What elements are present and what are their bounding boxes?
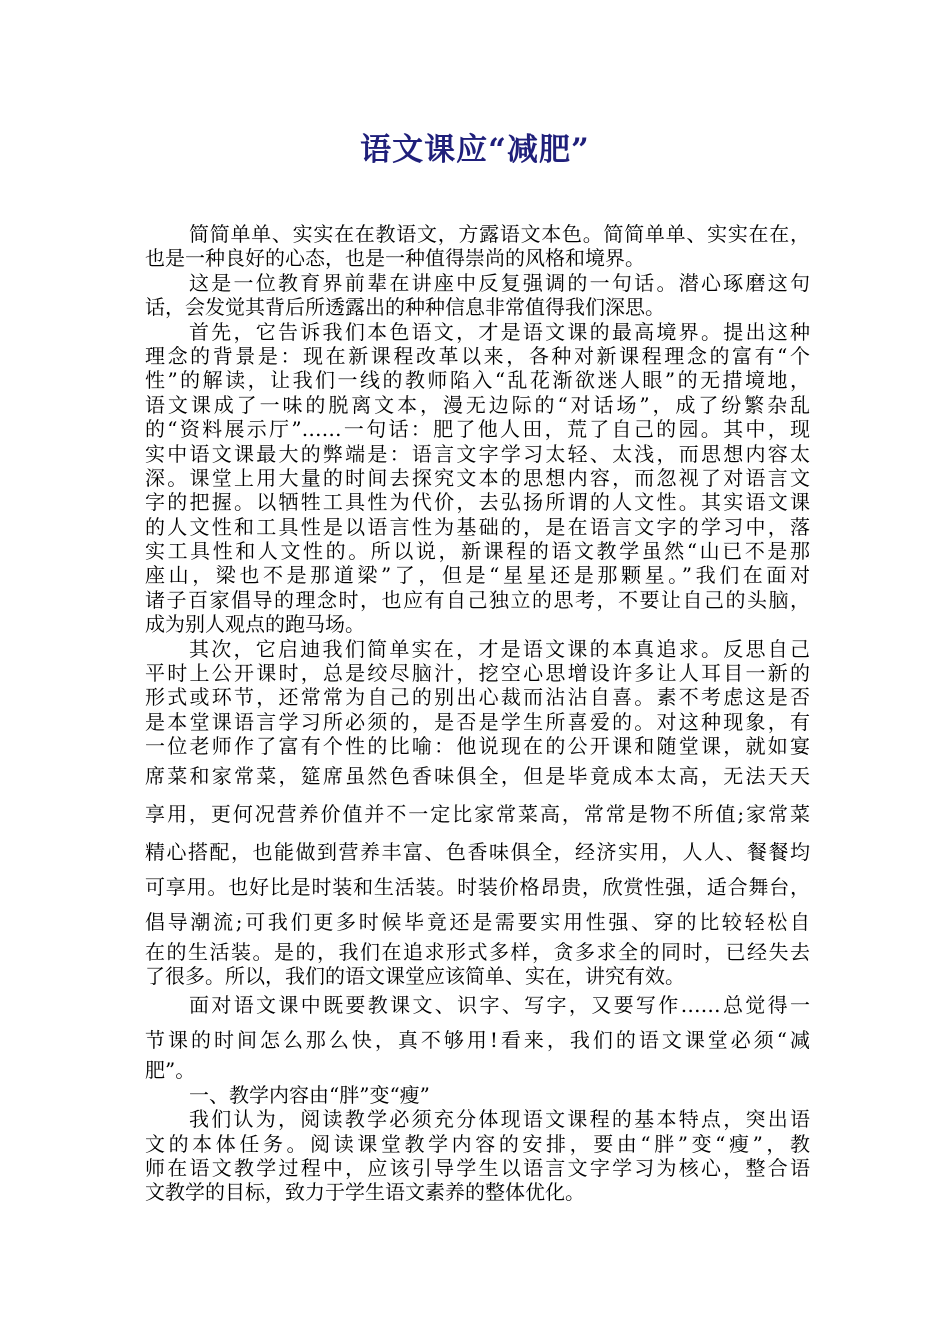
- text-line: 享用，更何况营养价值并不一定比家常菜高，常常是物不所值;家常菜: [145, 801, 810, 826]
- text-line: 在的生活装。是的，我们在追求形式多样，贪多求全的同时，已经失去: [145, 939, 810, 964]
- text-line: 一位老师作了富有个性的比喻：他说现在的公开课和随堂课，就如宴: [145, 734, 810, 759]
- text-line: 倡导潮流;可我们更多时候毕竟还是需要实用性强、穿的比较轻松自: [145, 909, 810, 934]
- text-line: 节课的时间怎么那么快，真不够用!看来，我们的语文课堂必须“减: [145, 1028, 810, 1053]
- text-line: 性”的解读，让我们一线的教师陷入“乱花渐欲迷人眼”的无措境地，: [145, 368, 810, 393]
- text-line: 其次，它启迪我们简单实在，才是语文课的本真追求。反思自己: [189, 636, 810, 661]
- text-line: 字的把握。以牺牲工具性为代价，去弘扬所谓的人文性。其实语文课: [145, 490, 810, 515]
- text-line: 面对语文课中既要教课文、识字、写字，又要写作……总觉得一: [189, 993, 810, 1018]
- document-body: [145, 222, 810, 1205]
- text-line: 文的本体任务。阅读课堂教学内容的安排，要由“胖”变“瘦”，教: [145, 1131, 810, 1156]
- text-line: 简简单单、实实在在教语文，方露语文本色。简简单单、实实在在，: [189, 222, 810, 246]
- text-line: 形式或环节，还常常为自己的别出心裁而沾沾自喜。素不考虑这是否: [145, 685, 810, 710]
- text-line: 也是一种良好的心态，也是一种值得崇尚的风格和境界。: [145, 246, 645, 271]
- text-line: 平时上公开课时，总是绞尽脑汁，挖空心思增设许多让人耳目一新的: [145, 661, 810, 686]
- text-line: 肥”。: [145, 1058, 196, 1083]
- text-line: 可享用。也好比是时装和生活装。时装价格昂贵，欣赏性强，适合舞台，: [145, 874, 810, 899]
- text-line: 文教学的目标，致力于学生语文素养的整体优化。: [145, 1180, 585, 1205]
- text-line: 座山，梁也不是那道梁”了，但是“星星还是那颗星。”我们在面对: [145, 563, 810, 588]
- text-line: 语文课成了一味的脱离文本，漫无边际的“对话场”，成了纷繁杂乱: [145, 392, 810, 417]
- document-title: 语文课应“减肥”: [360, 132, 590, 168]
- section-heading: 一、教学内容由“胖”变“瘦”: [189, 1082, 430, 1107]
- text-line: 的人文性和工具性是以语言性为基础的，是在语言文字的学习中，落: [145, 514, 810, 539]
- text-line: 这是一位教育界前辈在讲座中反复强调的一句话。潜心琢磨这句: [189, 270, 810, 295]
- text-line: 成为别人观点的跑马场。: [145, 612, 365, 637]
- text-line: 话，会发觉其背后所透露出的种种信息非常值得我们深思。: [145, 295, 665, 320]
- text-line: 是本堂课语言学习所必须的，是否是学生所喜爱的。对这种现象，有: [145, 709, 810, 734]
- text-line: 了很多。所以，我们的语文课堂应该简单、实在，讲究有效。: [145, 963, 685, 988]
- text-line: 理念的背景是：现在新课程改革以来，各种对新课程理念的富有“个: [145, 343, 810, 368]
- text-line: 实中语文课最大的弊端是：语言文字学习太轻、太浅，而思想内容太: [145, 441, 810, 466]
- text-line: 我们认为，阅读教学必须充分体现语文课程的基本特点，突出语: [189, 1107, 810, 1132]
- text-line: 的“资料展示厅”……一句话：肥了他人田，荒了自己的园。其中，现: [145, 417, 810, 442]
- text-line: 精心搭配，也能做到营养丰富、色香味俱全，经济实用，人人、餐餐均: [145, 839, 810, 864]
- text-line: 首先，它告诉我们本色语文，才是语文课的最高境界。提出这种: [189, 319, 810, 344]
- text-line: 实工具性和人文性的。所以说，新课程的语文教学虽然“山已不是那: [145, 539, 810, 564]
- text-line: 师在语文教学过程中，应该引导学生以语言文字学习为核心，整合语: [145, 1155, 810, 1180]
- text-line: 深。课堂上用大量的时间去探究文本的思想内容，而忽视了对语言文: [145, 465, 810, 490]
- text-line: 席菜和家常菜，筵席虽然色香味俱全，但是毕竟成本太高，无法天天: [145, 763, 810, 788]
- text-line: 诸子百家倡导的理念时，也应有自己独立的思考，不要让自己的头脑，: [145, 587, 810, 612]
